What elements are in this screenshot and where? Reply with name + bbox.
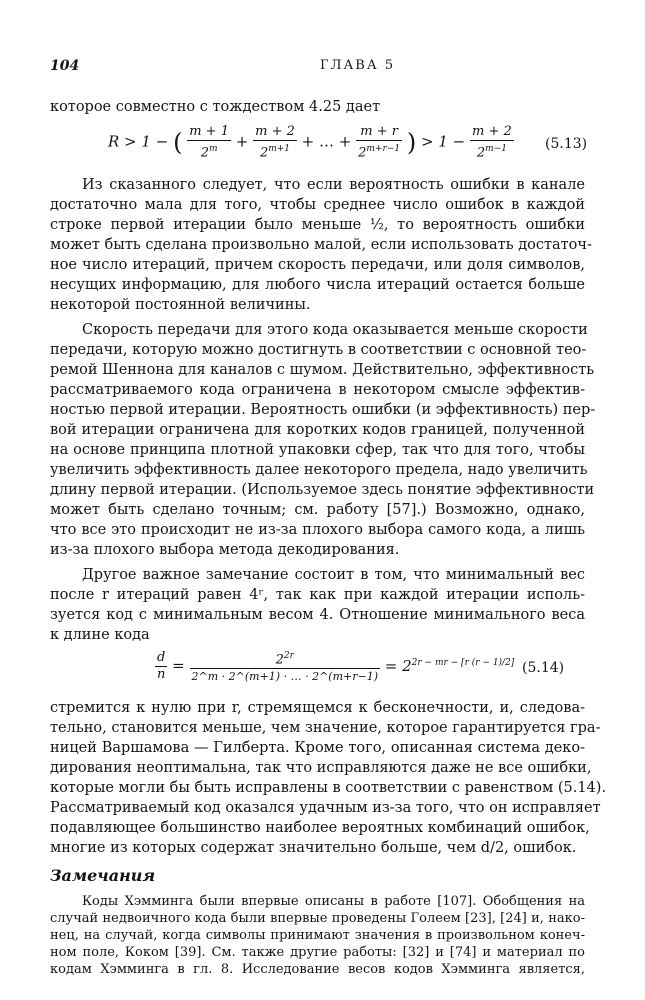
paragraph1-line: может быть сделана произвольно малой, если использовать достаточ- [50,237,592,253]
paragraph2-line: рассматриваемого кода ограничена в некотором смысле эффектив- [50,382,585,398]
paragraph2-line: на основе принципа плотной упаковки сфер, так что для того, чтобы [50,442,585,458]
running-head: ГЛАВА 5 [320,58,396,73]
paragraph4-line: стремится к нулю при r, стремящемся к бесконечности, и, следова- [50,700,585,716]
paragraph4-line: дирования неоптимальна, так что исправляются даже не все ошибки, [50,760,592,776]
paragraph2-line: ремой Шеннона для каналов с шумом. Действительно, эффективность [50,362,595,378]
paragraph3-line: зуется код с минимальным весом 4. Отношение минимального веса [50,607,585,623]
paragraph2-line: длину первой итерации. (Используемое здесь понятие эффективности [50,482,595,498]
notes-title: Замечания [50,866,156,885]
paragraph2-line: что все это происходит не из-за плохого выбора самого кода, а лишь [50,522,585,538]
paragraph4-line: которые могли бы быть исправлены в соответствии с равенством (5.14). [50,780,607,796]
eq-5-13-term1: $\frac{m + 1}{2^m}$ [189,124,229,161]
paragraph2-line: вой итерации ограничена для коротких кодов границей, полученной [50,422,585,438]
eq-5-13-rhs: $\frac{m + 2}{2^{m-1}}$ [472,124,512,161]
note-line: ном поле, Коком [39]. См. также другие работы: [32] и [74] и материал по [50,945,585,960]
paragraph4-line: Рассматриваемый код оказался удачным из-за того, что он исправляет [50,800,601,816]
eq-5-13-lhs: R > 1 − [108,132,169,151]
note-line: кодам Хэмминга в гл. 8. Исследование весов кодов Хэмминга является, [50,962,585,977]
paragraph2-line: увеличить эффективность далее некоторого предела, надо увеличить [50,462,588,478]
paragraph1-line: Из сказанного следует, что если вероятность ошибки в канале [82,177,585,193]
note-line: случай недвоичного кода были впервые проведены Голеем [23], [24] и, нако- [50,911,585,926]
note-line: нец, на случай, когда символы принимают значения в произвольном конеч- [50,928,585,943]
paragraph2-line: передачи, которую можно достигнуть в соответствии с основной тео- [50,342,587,358]
paragraph1-line: строке первой итерации было меньше ½, то вероятность ошибки [50,217,585,233]
paragraph4-line: подавляющее большинство наиболее вероятных комбинаций ошибок, [50,820,590,836]
paragraph2-line: может быть сделано точным; см. работу [57].) Возможно, однако, [50,502,585,518]
eq-5-14-lhs: $\frac{d}{n}$ [157,650,166,683]
paragraph4-line: ницей Варшамова — Гилберта. Кроме того, описанная система деко- [50,740,585,756]
eq-5-13-middle: > 1 − [421,132,466,151]
paragraph3-line: после r итераций равен 4ʳ, так как при каждой итерации исполь- [50,587,585,603]
paragraph1-line: ное число итераций, причем скорость передачи, или доля символов, [50,257,585,273]
paragraph1-line: несущих информацию, для любого числа итераций остается больше [50,277,585,293]
paragraph2-line: Скорость передачи для этого кода оказывается меньше скорости [82,322,588,338]
page-number: 104 [50,58,80,74]
paragraph2-line: из-за плохого выбора метода декодирования. [50,542,400,558]
paragraph4-line: многие из которых содержат значительно больше, чем d/2, ошибок. [50,840,577,856]
equation-5-13: R > 1 − ( $\frac{m + 1}{2^m}$ + $\frac{m + 2}{2^{m+1}}$ + … + $\frac{m + r}{2^{m+r-1}}$ ) > 1 − $\frac{m + 2}{2^{m-1}}$ (5.13) [108,124,588,161]
eq-5-14-label: (5.14) [522,660,565,676]
intro-line: которое совместно с тождеством 4.25 дает [50,99,381,115]
eq-5-13-term3: $\frac{m + r}{2^{m+r-1}}$ [358,124,401,161]
paragraph2-line: ностью первой итерации. Вероятность ошибки (и эффективность) пер- [50,402,596,418]
eq-5-13-term2: $\frac{m + 2}{2^{m+1}}$ [255,124,295,161]
paragraph1-line: некоторой постоянной величины. [50,297,311,313]
paragraph4-line: тельно, становится меньше, чем значение, которое гарантируется гра- [50,720,601,736]
equation-5-14: $\frac{d}{n}$ = $\frac{2^{2r}}{2\^{}m \cdot 2\^{}(m+1) \cdot \dots \cdot 2\^{}(m+r-1)}$ = $2^{2r - mr - [r (r - 1)/2]}$ (5.14) [155,648,585,690]
paragraph3-line: к длине кода [50,627,150,643]
eq-5-13-label: (5.13) [545,136,588,152]
paragraph1-line: достаточно мала для того, чтобы среднее число ошибок в каждой [50,197,585,213]
note-line: Коды Хэмминга были впервые описаны в работе [107]. Обобщения на [82,894,585,909]
paragraph3-line: Другое важное замечание состоит в том, что минимальный вес [82,567,585,583]
eq-5-14-rhs: = $2^{2r - mr - [r (r - 1)/2]}$ [384,656,515,675]
eq-5-14-main-fraction: $\frac{2^{2r}}{2\^{}m \cdot 2\^{}(m+1) \cdot \dots \cdot 2\^{}(m+r-1)}$ [190,648,380,685]
